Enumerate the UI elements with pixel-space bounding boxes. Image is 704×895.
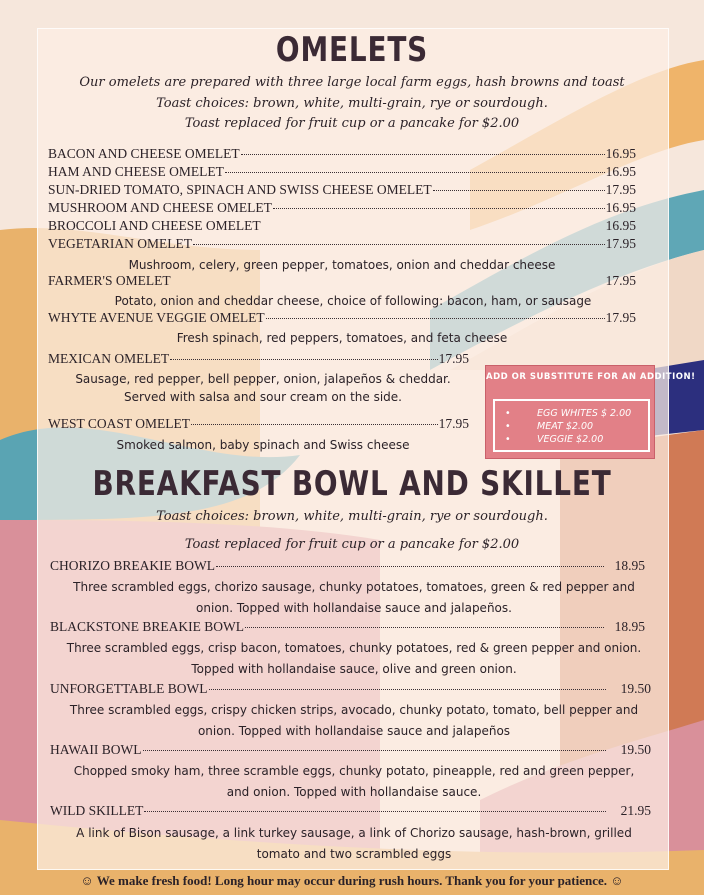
leader-dots [191, 424, 438, 425]
addon-box [485, 365, 696, 459]
item-price: 19.50 [620, 742, 651, 757]
item-description: Three scrambled eggs, crisp bacon, tomatoes, chunky potatoes, red & green pepper and onion. [66, 641, 642, 655]
menu-item [50, 619, 645, 635]
leader-dots [266, 318, 605, 319]
leader-dots [216, 566, 604, 567]
item-name: WEST COAST OMELET [48, 416, 191, 431]
item-price: 16.95 [605, 146, 636, 161]
item-name: UNFORGETTABLE BOWL [50, 681, 208, 696]
leader-dots [172, 281, 605, 282]
menu-item [48, 200, 636, 216]
addon-list-frame [493, 399, 650, 452]
leader-dots [143, 750, 606, 751]
item-price: 16.95 [605, 164, 636, 179]
leader-dots [144, 811, 605, 812]
menu-item [48, 218, 636, 234]
menu-item [50, 558, 645, 574]
leader-dots [241, 154, 605, 155]
item-price: 17.95 [605, 236, 636, 251]
leader-dots [273, 208, 605, 209]
item-price: 17.95 [605, 182, 636, 197]
leader-dots [225, 172, 605, 173]
item-name: WILD SKILLET [50, 803, 144, 818]
item-price: 19.50 [620, 681, 651, 696]
addon-title: ADD OR SUBSTITUTE FOR AN ADDITION! [486, 372, 696, 382]
menu-item [48, 182, 636, 198]
addon-list [503, 407, 631, 446]
item-name: CHORIZO BREAKIE BOWL [50, 558, 215, 573]
item-description: Three scrambled eggs, crispy chicken strips, avocado, chunky potato, tomato, bell pepper and [69, 703, 639, 717]
item-price: 17.95 [438, 416, 469, 431]
menu-item [48, 416, 469, 432]
item-description: Chopped smoky ham, three scramble eggs, chunky potato, pineapple, red and green pepper, [73, 764, 635, 778]
item-description: Potato, onion and cheddar cheese, choice of following: bacon, ham, or sausage [114, 294, 592, 308]
item-description: Three scrambled eggs, chorizo sausage, chunky potatoes, tomatoes, green & red pepper and [73, 580, 635, 594]
menu-item [50, 742, 651, 758]
item-name: HAWAII BOWL [50, 742, 142, 757]
item-description: Served with salsa and sour cream on the side. [124, 390, 402, 404]
footer-note: ☺ We make fresh food! Long hour may occur during rush hours. Thank you for your patience. ☺ [80, 873, 624, 888]
item-name: FARMER'S OMELET [48, 273, 171, 288]
item-name: VEGETARIAN OMELET [48, 236, 193, 251]
leader-dots [193, 244, 605, 245]
bowls-intro-1: Toast choices: brown, white, multi-grain, rye or sourdough. [156, 509, 548, 524]
menu-item [50, 681, 651, 697]
menu-item [48, 146, 636, 162]
addon-item: • VEGGIE $2.00 [503, 433, 631, 446]
bowls-intro-2: Toast replaced for fruit cup or a pancake for $2.00 [184, 537, 520, 552]
item-name: MEXICAN OMELET [48, 351, 170, 366]
item-price: 17.95 [605, 310, 636, 325]
menu-item [48, 273, 636, 289]
addon-item: • EGG WHITES $ 2.00 [503, 407, 631, 420]
item-name: SUN-DRIED TOMATO, SPINACH AND SWISS CHEESE OMELET [48, 182, 432, 197]
menu-item [48, 236, 636, 252]
item-description: tomato and two scrambled eggs [256, 847, 452, 861]
item-description: Fresh spinach, red peppers, tomatoes, and feta cheese [176, 331, 508, 345]
leader-dots [262, 226, 605, 227]
menu-item [50, 803, 651, 819]
leader-dots [209, 689, 606, 690]
item-name: MUSHROOM AND CHEESE OMELET [48, 200, 272, 215]
omelets-intro-1: Our omelets are prepared with three large local farm eggs, hash browns and toast [79, 75, 625, 90]
omelets-title: OMELETS [275, 30, 429, 70]
leader-dots [245, 627, 604, 628]
item-description: onion. Topped with hollandaise sauce and jalapeños. [196, 601, 512, 615]
item-name: HAM AND CHEESE OMELET [48, 164, 224, 179]
item-price: 17.95 [438, 351, 469, 366]
omelets-intro-3: Toast replaced for fruit cup or a pancake for $2.00 [184, 116, 520, 131]
menu-item [48, 351, 469, 367]
item-price: 17.95 [605, 273, 636, 288]
item-price: 16.95 [605, 200, 636, 215]
menu-item [48, 310, 636, 326]
item-description: Mushroom, celery, green pepper, tomatoes, onion and cheddar cheese [128, 258, 556, 272]
item-name: BLACKSTONE BREAKIE BOWL [50, 619, 244, 634]
item-description: Sausage, red pepper, bell pepper, onion, jalapeños & cheddar. [75, 372, 451, 386]
item-price: 18.95 [614, 558, 645, 573]
bowls-title: BREAKFAST BOWL AND SKILLET [92, 464, 612, 504]
addon-item: • MEAT $2.00 [503, 420, 631, 433]
leader-dots [170, 359, 438, 360]
item-price: 21.95 [620, 803, 651, 818]
item-description: onion. Topped with hollandaise sauce and jalapeños [197, 724, 511, 738]
item-description: A link of Bison sausage, a link turkey sausage, a link of Chorizo sausage, hash-brown, grilled [76, 826, 632, 840]
menu-item [48, 164, 636, 180]
item-price: 16.95 [605, 218, 636, 233]
item-name: WHYTE AVENUE VEGGIE OMELET [48, 310, 265, 325]
item-description: Topped with hollandaise sauce, olive and green onion. [191, 662, 517, 676]
item-description: Smoked salmon, baby spinach and Swiss cheese [116, 438, 410, 452]
omelets-intro-2: Toast choices: brown, white, multi-grain, rye or sourdough. [156, 96, 548, 111]
item-name: BACON AND CHEESE OMELET [48, 146, 240, 161]
leader-dots [433, 190, 605, 191]
item-name: BROCCOLI AND CHEESE OMELET [48, 218, 261, 233]
item-description: and onion. Topped with hollandaise sauce. [226, 785, 482, 799]
item-price: 18.95 [614, 619, 645, 634]
